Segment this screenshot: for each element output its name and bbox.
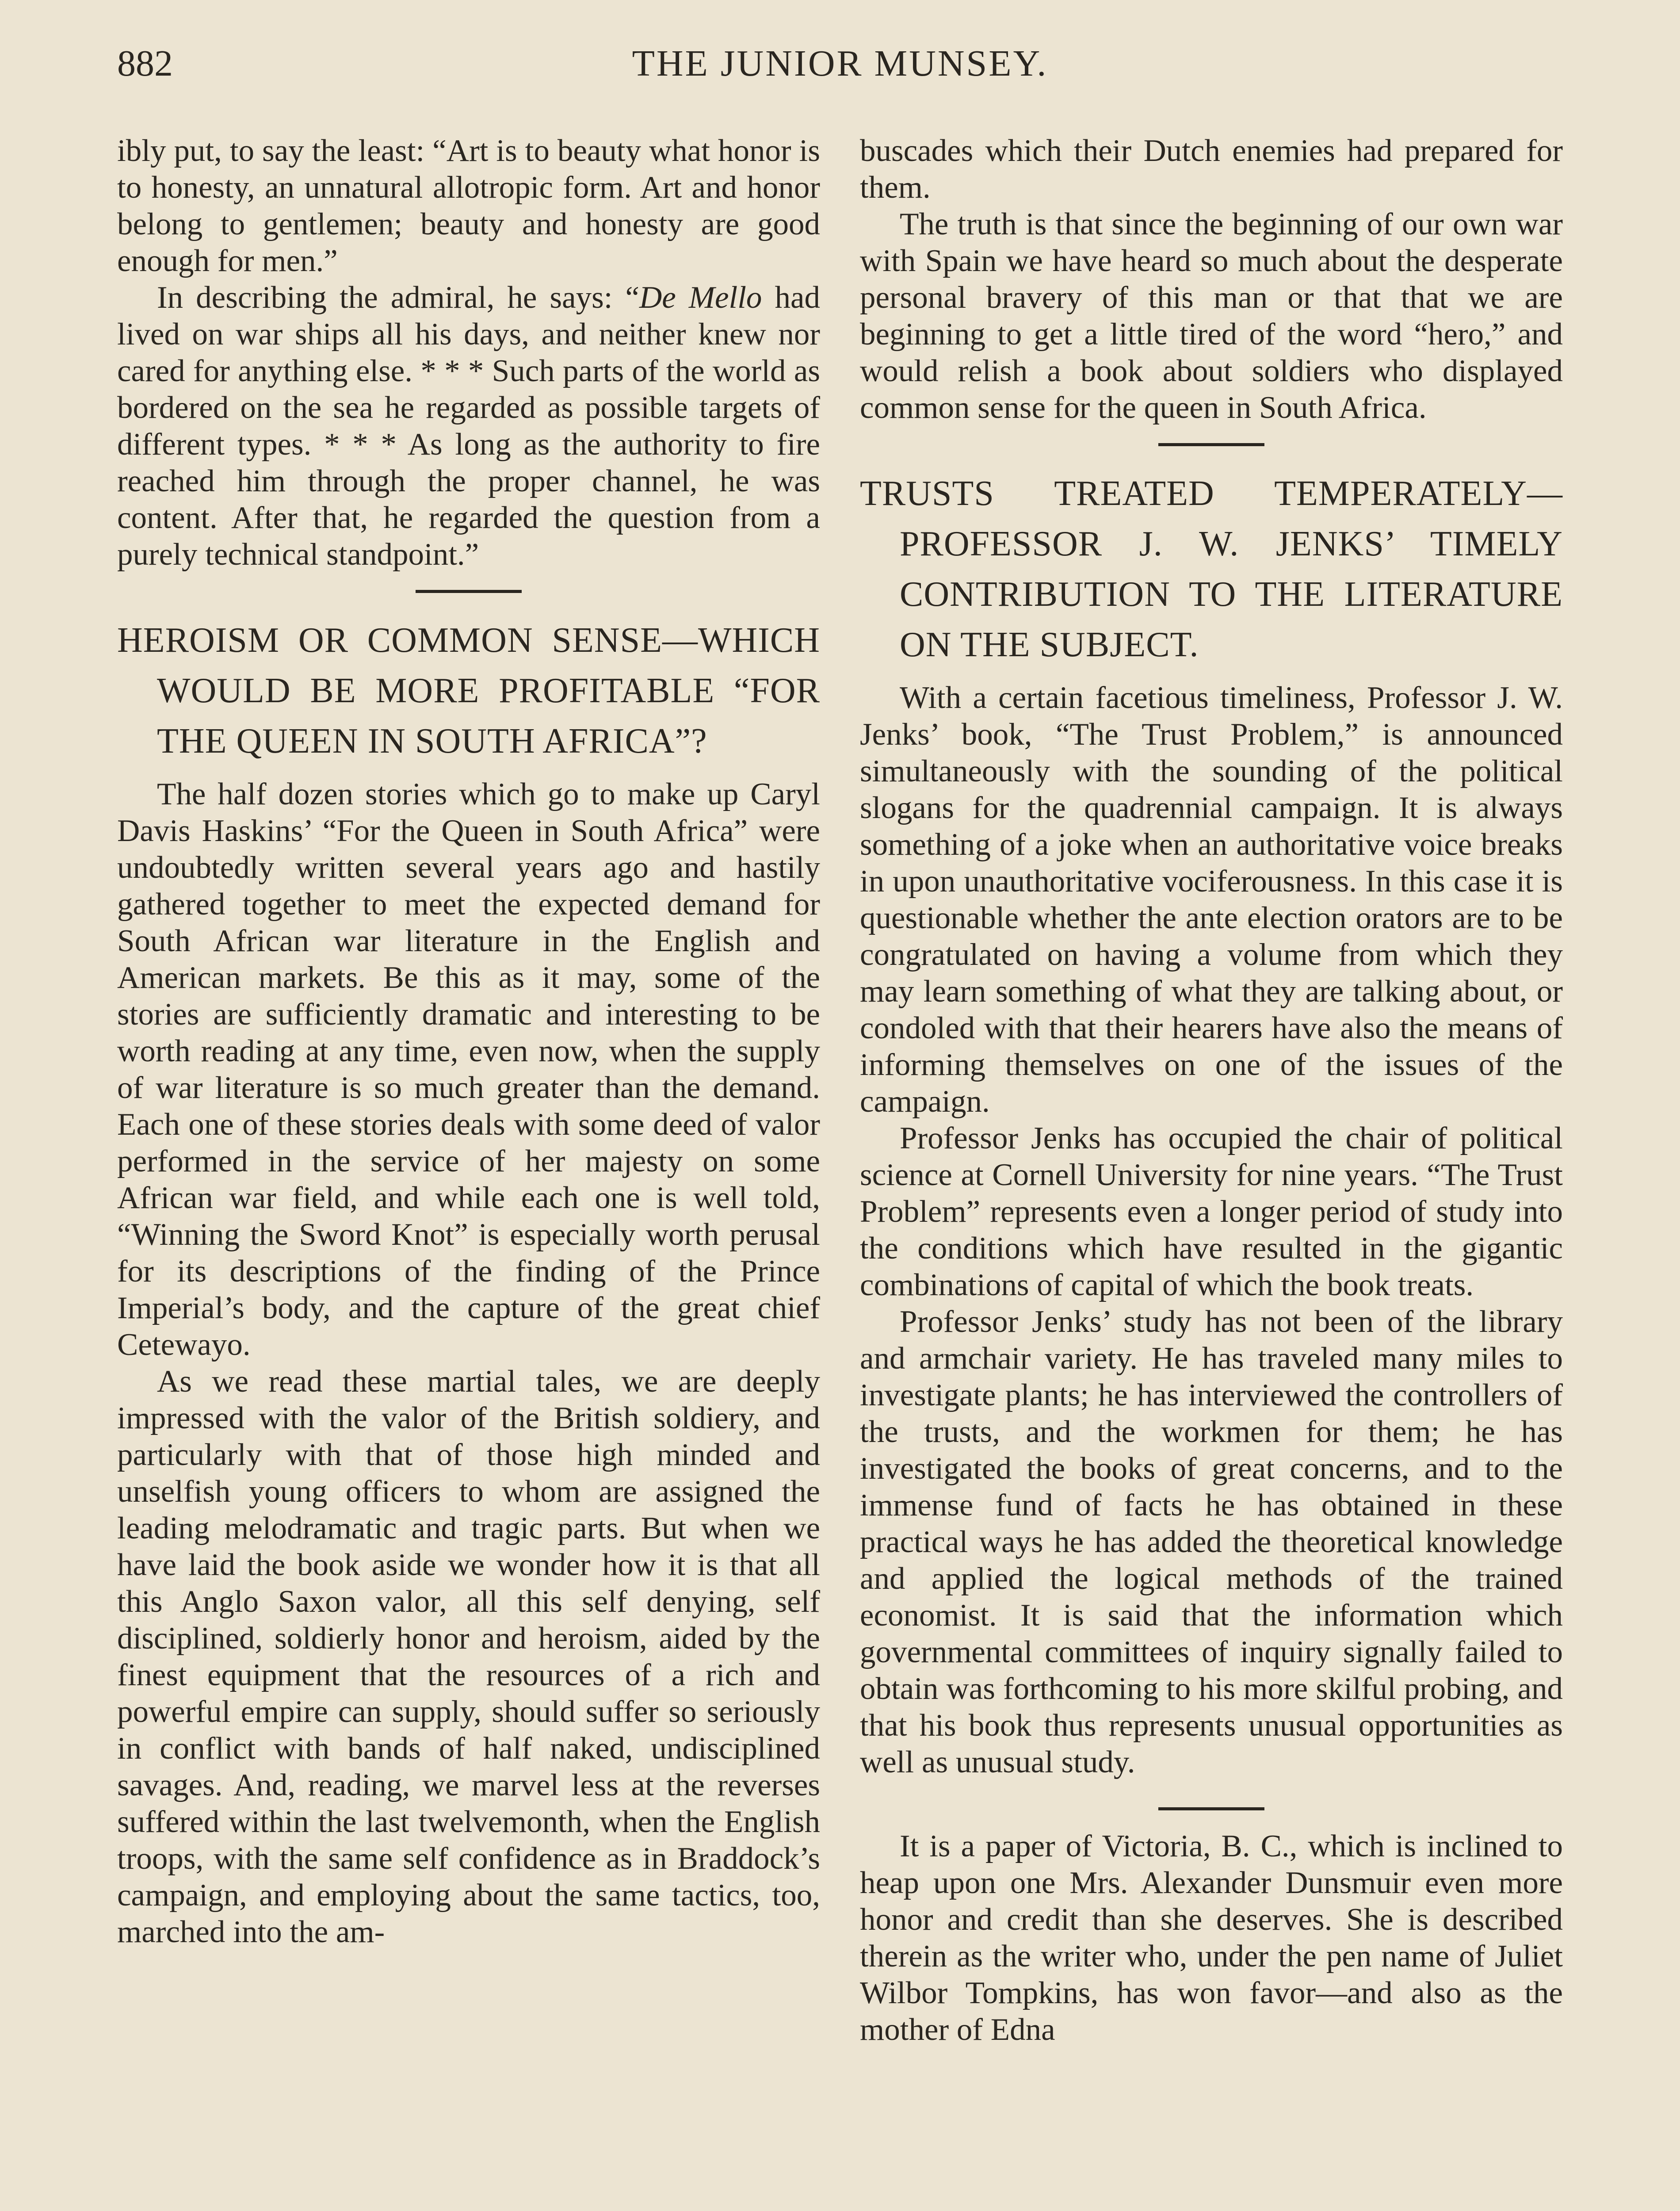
paragraph-rest: had lived on war ships all his days, and neither knew nor cared for anything else. * * * Such parts of the world as bordered on the sea he regarded as possible targets of different types. * * * As long as the authority to fire reached him through the proper channel, he was content. After that, he regarded the question from a purely technical standpoint.” xyxy=(117,280,820,572)
paragraph-lead: In describing the admiral, he says: “ xyxy=(157,280,639,315)
ship-name: De Mello xyxy=(639,280,762,315)
section-heading: HEROISM OR COMMON SENSE—WHICH WOULD BE MORE PROFITABLE “FOR THE QUEEN IN SOUTH AFRICA”? xyxy=(117,621,820,761)
paragraph: Professor Jenks has occupied the chair of political science at Cornell University for nine years. “The Trust Problem” represents even a longer period of study into the conditions which have resulted in the gigantic combinations of capital of which the book treats. xyxy=(860,1121,1563,1302)
left-column xyxy=(117,133,820,1951)
paragraph: It is a paper of Victoria, B. C., which is inclined to heap upon one Mrs. Alexander Dunsmuir even more honor and credit than she deserves. She is described therein as the writer who, under the pen name of Juliet Wilbor Tompkins, has won favor—and also as the mother of Edna xyxy=(860,1829,1563,2047)
section-divider xyxy=(1158,1807,1264,1810)
running-head: THE JUNIOR MUNSEY. xyxy=(632,43,1048,84)
section-divider xyxy=(1158,443,1264,446)
section-heading: TRUSTS TREATED TEMPERATELY—PROFESSOR J. W. JENKS’ TIMELY CONTRIBUTION TO THE LITERATURE ON THE SUBJECT. xyxy=(860,474,1563,664)
page-header xyxy=(117,42,1563,95)
paragraph: buscades which their Dutch enemies had prepared for them. xyxy=(860,134,1563,205)
right-column xyxy=(860,133,1563,2048)
paragraph: Professor Jenks’ study has not been of the library and armchair variety. He has traveled many miles to investigate plants; he has interviewed the controllers of the trusts, and the workmen for them; he has investigated the books of great concerns, and to the immense fund of facts he has obtained in these practical ways he has added the theoretical knowledge and applied the logical methods of the trained economist. It is said that the information which governmental committees of inquiry signally failed to obtain was forthcoming to his more skilful probing, and that his book thus represents unusual opportunities as well as unusual study. xyxy=(860,1304,1563,1779)
section-divider xyxy=(416,590,522,593)
paragraph: The half dozen stories which go to make up Caryl Davis Haskins’ “For the Queen in South Africa” were undoubtedly written several years ago and hastily gathered together to meet the expected demand for South African war literature in the English and American markets. Be this as it may, some of the stories are sufficiently dramatic and interesting to be worth reading at any time, even now, when the supply of war literature is so much greater than the demand. Each one of these stories deals with some deed of valor performed in the service of her majesty on some African war field, and while each one is well told, “Winning the Sword Knot” is especially worth perusal for its descriptions of the finding of the Prince Imperial’s body, and the capture of the great chief Cetewayo. xyxy=(117,777,820,1362)
paragraph: The truth is that since the beginning of our own war with Spain we have heard so much about the desperate personal bravery of this man or that that we are beginning to get a little tired of the word “hero,” and would relish a book about soldiers who displayed common sense for the queen in South Africa. xyxy=(860,207,1563,425)
paragraph: ibly put, to say the least: “Art is to beauty what honor is to honesty, an unnatural allotropic form. Art and honor belong to gentlemen; beauty and honesty are good enough for men.” xyxy=(117,134,820,278)
paragraph: With a certain facetious timeliness, Professor J. W. Jenks’ book, “The Trust Problem,” is announced simultaneously with the sounding of the political slogans for the quadrennial campaign. It is always something of a joke when an authoritative voice breaks in upon unauthoritative vociferousness. In this case it is questionable whether the ante election orators are to be congratulated on having a volume from which they may learn something of what they are talking about, or condoled with that their hearers have also the means of informing themselves on one of the issues of the campaign. xyxy=(860,681,1563,1119)
page-number: 882 xyxy=(117,43,173,84)
paragraph: As we read these martial tales, we are deeply impressed with the valor of the British soldiery, and particularly with that of those high minded and unselfish young officers to whom are assigned the leading melodramatic and tragic parts. But when we have laid the book aside we wonder how it is that all this Anglo Saxon valor, all this self denying, self disciplined, soldierly honor and heroism, aided by the finest equipment that the resources of a rich and powerful empire can supply, should suffer so seriously in conflict with bands of half naked, undisciplined savages. And, reading, we marvel less at the reverses suffered within the last twelvemonth, when the English troops, with the same self confidence as in Braddock’s campaign, and employing about the same tactics, too, marched into the am- xyxy=(117,1364,820,1949)
paragraph xyxy=(117,279,820,573)
